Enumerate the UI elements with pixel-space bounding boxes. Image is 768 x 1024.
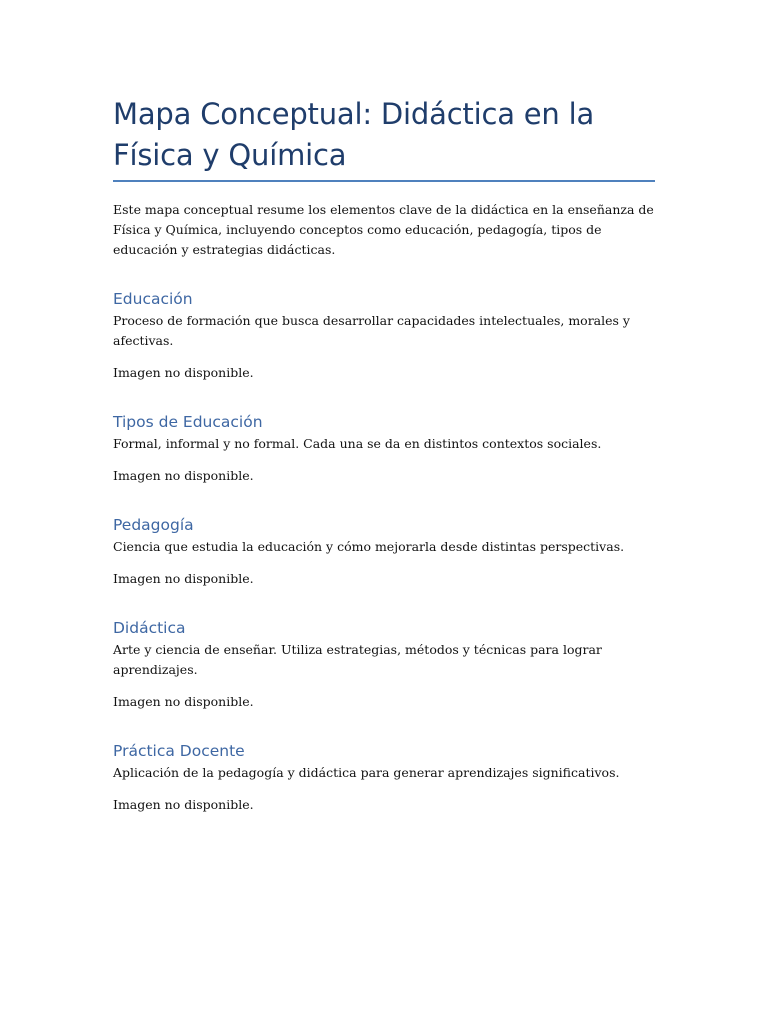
image-unavailable-note: Imagen no disponible.	[113, 468, 254, 483]
section-tipos-de-educacion	[113, 411, 655, 486]
section-educacion	[113, 288, 655, 383]
section-heading: Pedagogía	[113, 516, 194, 534]
document-title: Mapa Conceptual: Didáctica en la Física y Química	[113, 94, 655, 182]
section-description: Arte y ciencia de enseñar. Utiliza estrategias, métodos y técnicas para lograr aprendizajes.	[113, 642, 602, 677]
section-description: Formal, informal y no formal. Cada una se da en distintos contextos sociales.	[113, 436, 602, 451]
intro-paragraph: Este mapa conceptual resume los elementos clave de la didáctica en la enseñanza de Física y Química, incluyendo conceptos como educación, pedagogía, tipos de educación y estrategias didácticas.	[113, 202, 654, 257]
section-practica-docente	[113, 740, 655, 815]
section-description: Proceso de formación que busca desarrollar capacidades intelectuales, morales y afectivas.	[113, 313, 630, 348]
section-didactica	[113, 617, 655, 712]
image-unavailable-note: Imagen no disponible.	[113, 571, 254, 586]
image-unavailable-note: Imagen no disponible.	[113, 365, 254, 380]
image-unavailable-note: Imagen no disponible.	[113, 694, 254, 709]
section-heading: Didáctica	[113, 619, 186, 637]
section-heading: Tipos de Educación	[113, 413, 263, 431]
section-description: Aplicación de la pedagogía y didáctica para generar aprendizajes significativos.	[113, 765, 620, 780]
image-unavailable-note: Imagen no disponible.	[113, 797, 254, 812]
section-description: Ciencia que estudia la educación y cómo mejorarla desde distintas perspectivas.	[113, 539, 625, 554]
document-page	[113, 94, 655, 815]
section-heading: Educación	[113, 290, 193, 308]
section-heading: Práctica Docente	[113, 742, 245, 760]
section-pedagogia	[113, 514, 655, 589]
